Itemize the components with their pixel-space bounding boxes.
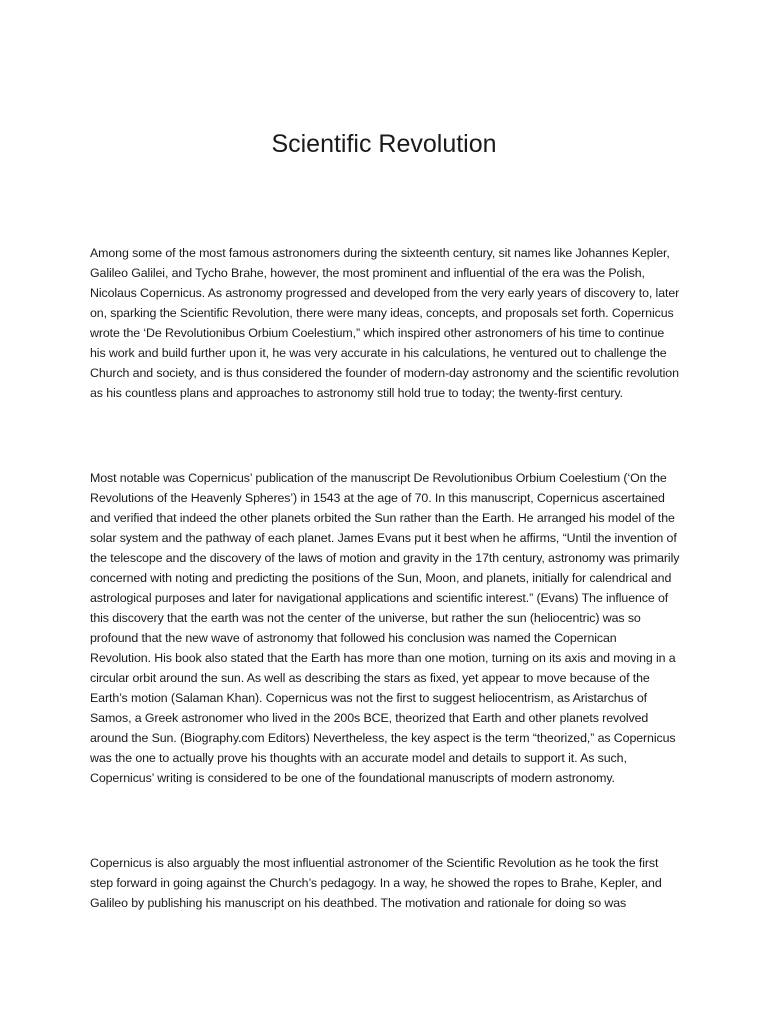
- paragraph-3: Copernicus is also arguably the most influential astronomer of the Scientific Revolution as he took the first step forward in going against the Church’s pedagogy. In a way, he showed the ropes to Brahe, Kepler, and Galileo by publishing his manuscript on his deathbed. The motivation and rationale for doing so was: [90, 856, 662, 910]
- paragraph-2: Most notable was Copernicus’ publication of the manuscript De Revolutionibus Orbium Coelestium (‘On the Revolutions of the Heavenly Spheres’) in 1543 at the age of 70. In this manuscript, Copernicus ascertained and verified that indeed the other planets orbited the Sun rather than the Earth. He arranged his model of the solar system and the pathway of each planet. James Evans put it best when he affirms, “Until the invention of the telescope and the discovery of the laws of motion and gravity in the 17th century, astronomy was primarily concerned with noting and predicting the positions of the Sun, Moon, and planets, initially for calendrical and astrological purposes and later for navigational applications and scientific interest.” (Evans) The influence of this discovery that the earth was not the center of the universe, but rather the sun (heliocentric) was so profound that the new wave of astronomy that followed his conclusion was named the Copernican Revolution. His book also stated that the Earth has more than one motion, turning on its axis and moving in a circular orbit around the sun. As well as describing the stars as fixed, yet appear to move because of the Earth’s motion (Salaman Khan). Copernicus was not the first to suggest heliocentrism, as Aristarchus of Samos, a Greek astronomer who lived in the 200s BCE, theorized that Earth and other planets revolved around the Sun. (Biography.com Editors) Nevertheless, the key aspect is the term “theorized,” as Copernicus was the one to actually prove his thoughts with an accurate model and details to support it. As such, Copernicus’ writing is considered to be one of the foundational manuscripts of modern astronomy.: [90, 471, 680, 785]
- document-title: Scientific Revolution: [271, 130, 497, 158]
- paragraph-1: Among some of the most famous astronomers during the sixteenth century, sit names like Johannes Kepler, Galileo Galilei, and Tycho Brahe, however, the most prominent and influential of the era was the Polish, Nicolaus Copernicus. As astronomy progressed and developed from the very early years of discovery to, later on, sparking the Scientific Revolution, there were many ideas, concepts, and proposals set forth. Copernicus wrote the ‘De Revolutionibus Orbium Coelestium,” which inspired other astronomers of his time to continue his work and build further upon it, he was very accurate in his calculations, he ventured out to challenge the Church and society, and is thus considered the founder of modern-day astronomy and the scientific revolution as his countless plans and approaches to astronomy still hold true to today; the twenty-first century.: [90, 246, 680, 400]
